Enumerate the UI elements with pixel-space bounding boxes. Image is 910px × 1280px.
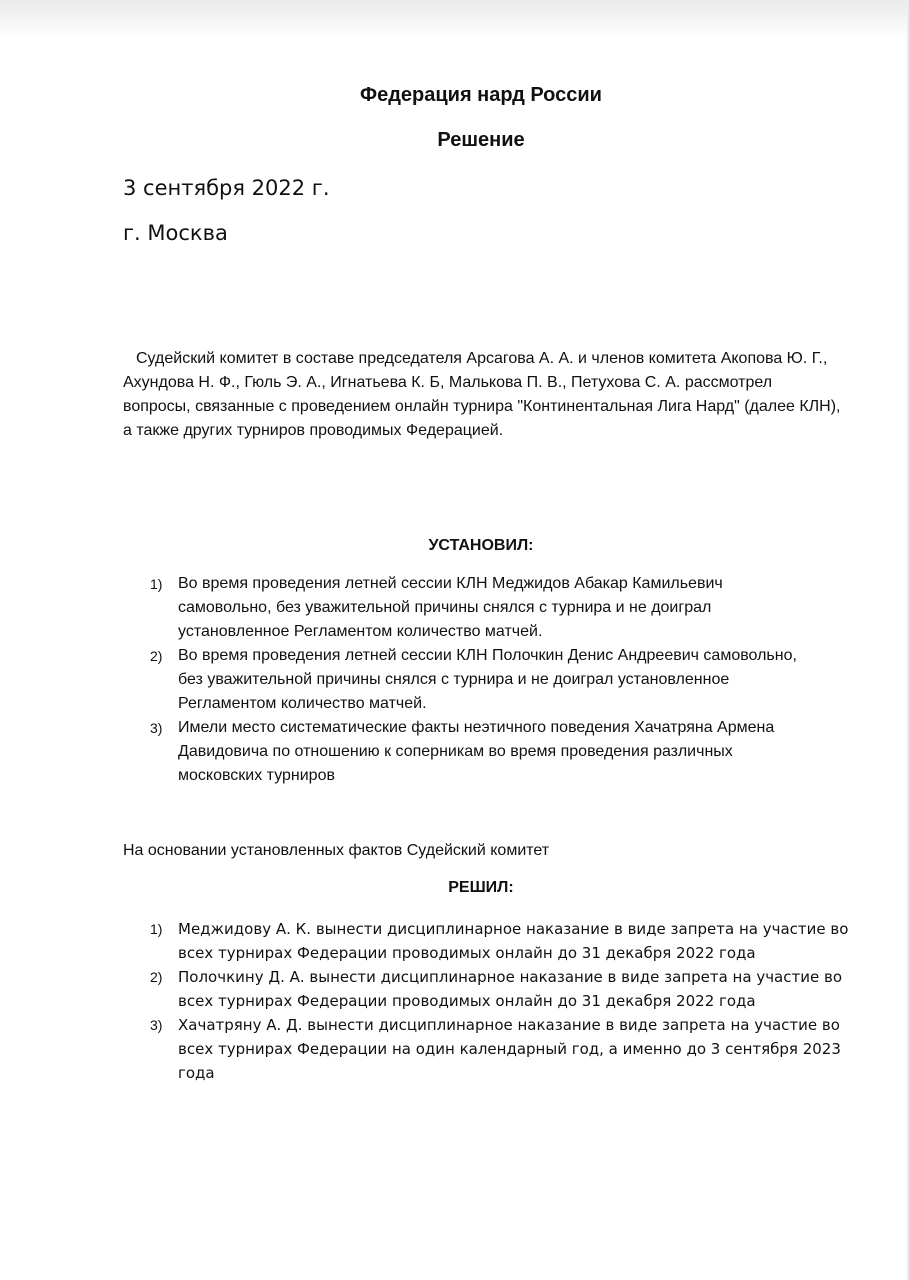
established-item — [150, 716, 850, 788]
item-line: Хачатряну А. Д. вынести дисциплинарное наказание в виде запрета на участие во — [178, 1016, 840, 1034]
established-heading: УСТАНОВИЛ: — [428, 537, 534, 554]
document-date: 3 сентября 2022 г. — [123, 176, 330, 200]
item-line: Меджидову А. К. вынести дисциплинарное наказание в виде запрета на участие во — [178, 920, 849, 938]
item-number: 1) — [150, 921, 163, 937]
item-line: года — [178, 1064, 215, 1082]
item-line: без уважительной причины снялся с турнира и не доиграл установленное — [178, 671, 730, 688]
item-line: всех турнирах Федерации проводимых онлайн до 31 декабря 2022 года — [178, 944, 756, 962]
item-line: всех турнирах Федерации проводимых онлайн до 31 декабря 2022 года — [178, 992, 756, 1010]
item-line: Регламентом количество матчей. — [178, 695, 427, 712]
intro-paragraph: Судейский комитет в составе председателя Арсагова А. А. и членов комитета Акопова Ю. Г., Ахундова Н. Ф., Гюль Э. А., Игнатьева К. Б, Малькова П. В., Петухова С. А. рассмотрел вопросы, связанные с проведением онлайн турнира "Континентальная Лига Нард" (далее КЛН), а также других турниров проводимых Федерацией. — [123, 350, 841, 439]
item-number: 3) — [150, 1017, 163, 1033]
item-line: московских турниров — [178, 767, 335, 784]
document-title: Решение — [437, 129, 525, 151]
item-line: Имели место систематические факты неэтичного поведения Хачатряна Армена — [178, 719, 775, 736]
basis-line: На основании установленных фактов Судейский комитет — [123, 842, 550, 859]
established-item — [150, 644, 850, 716]
established-list — [150, 572, 850, 788]
item-number: 3) — [150, 720, 163, 736]
item-line: Во время проведения летней сессии КЛН Полочкин Денис Андреевич самовольно, — [178, 647, 797, 664]
document-city: г. Москва — [123, 221, 228, 245]
decided-heading: РЕШИЛ: — [448, 879, 514, 896]
scan-top-shadow — [0, 0, 910, 40]
item-number: 2) — [150, 648, 163, 664]
organization-title: Федерация нард России — [360, 84, 602, 106]
item-line: Давидовича по отношению к соперникам во время проведения различных — [178, 743, 733, 760]
decided-item — [150, 965, 850, 1013]
item-line: Во время проведения летней сессии КЛН Меджидов Абакар Камильевич — [178, 575, 723, 592]
item-line: установленное Регламентом количество матчей. — [178, 623, 543, 640]
decided-list — [150, 917, 850, 1085]
established-item — [150, 572, 850, 644]
decided-item — [150, 1013, 850, 1085]
item-number: 1) — [150, 576, 163, 592]
item-number: 2) — [150, 969, 163, 985]
item-line: всех турнирах Федерации на один календарный год, а именно до 3 сентября 2023 — [178, 1040, 841, 1058]
item-line: самовольно, без уважительной причины снялся с турнира и не доиграл — [178, 599, 712, 616]
item-line: Полочкину Д. А. вынести дисциплинарное наказание в виде запрета на участие во — [178, 968, 842, 986]
decided-item — [150, 917, 850, 965]
